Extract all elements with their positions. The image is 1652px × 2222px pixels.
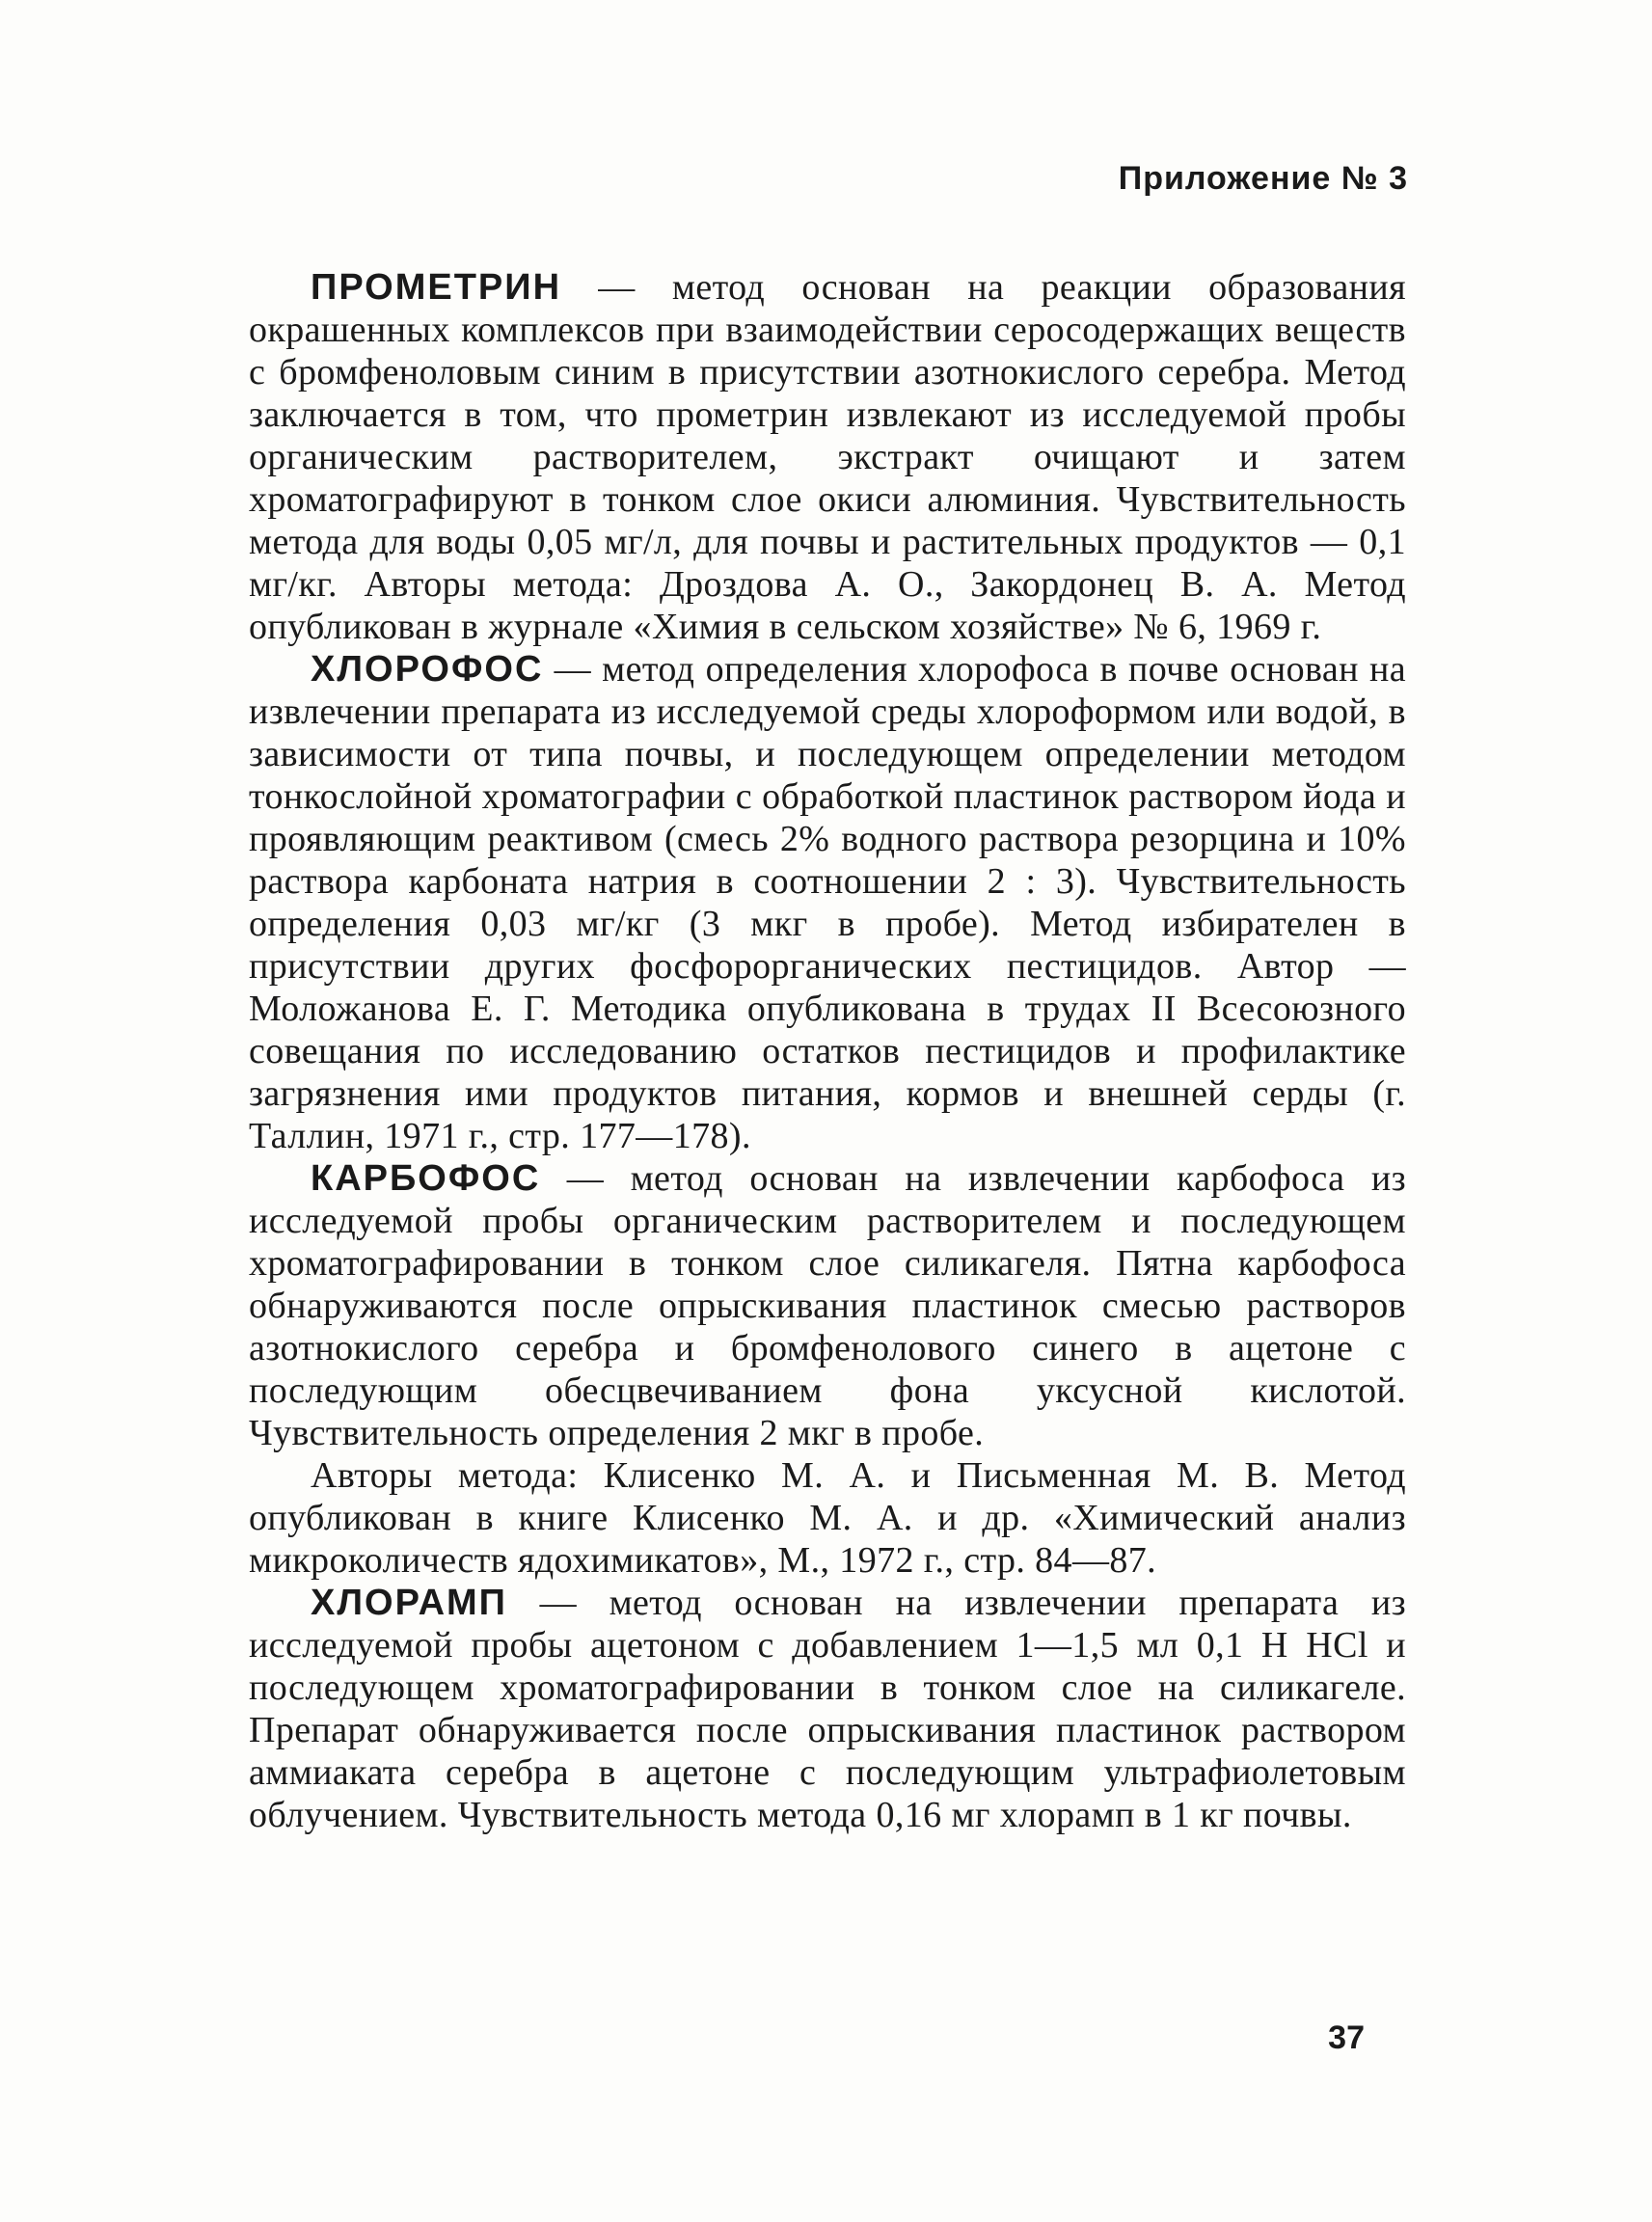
paragraph-text: — метод основан на реакции образования окрашенных комплексов при взаимодействии серосодержащих веществ с бромфеноловым синим в присутствии азотнокислого серебра. Метод заключается в том, что прометрин извлекают из исследуемой пробы органическим растворителем, экстракт очищают и затем хроматографируют в тонком слое окиси алюминия. Чувствительность метода для воды 0,05 мг/л, для почвы и растительных продуктов — 0,1 мг/кг. Авторы метода: Дроздова А. О., Закордонец В. А. Метод опубликован в журнале «Химия в сельском хозяйстве» № 6, 1969 г. (249, 267, 1406, 647)
paragraph-chloramp (249, 1582, 1406, 1836)
paragraph-text: Авторы метода: Клисенко М. А. и Письменная М. В. Метод опубликован в книге Клисенко М. А. и др. «Химический анализ микроколичеств ядохимикатов», М., 1972 г., стр. 84—87. (249, 1455, 1406, 1581)
paragraph-text: — метод основан на извлечении препарата из исследуемой пробы ацетоном с добавлением 1—1,5 мл 0,1 Н НСl и последующем хроматографировании в тонком слое на силикагеле. Препарат обнаруживается после опрыскивания пластинок раствором аммиаката серебра в ацетоне с последующим ультрафиолетовым облучением. Чувствительность метода 0,16 мг хлорамп в 1 кг почвы. (249, 1583, 1406, 1835)
paragraph-karbofos-authors (249, 1454, 1406, 1582)
body-text (249, 266, 1406, 1836)
page-number: 37 (1328, 2019, 1365, 2056)
paragraph-prometryn (249, 266, 1406, 648)
paragraph-text: — метод определения хлорофоса в почве основан на извлечении препарата из исследуемой среды хлороформом или водой, в зависимости от типа почвы, и последующем определении методом тонкослойной хроматографии с обработкой пластинок раствором йода и проявляющим реактивом (смесь 2% водного раствора резорцина и 10% раствора карбоната натрия в соотношении 2 : 3). Чувствительность определения 0,03 мг/кг (3 мкг в пробе). Метод избирателен в присутствии других фосфорорганических пестицидов. Автор — Моложанова Е. Г. Методика опубликована в трудах II Всесоюзного совещания по исследованию остатков пестицидов и профилактике загрязнения ими продуктов питания, кормов и внешней серды (г. Таллин, 1971 г., стр. 177—178). (249, 649, 1406, 1156)
paragraph-chlorophos (249, 648, 1406, 1157)
heading-prometryn: ПРОМЕТРИН (311, 267, 562, 308)
paragraph-text: — метод основан на извлечении карбофоса из исследуемой пробы органическим растворителем и последующем хроматографировании в тонком слое силикагеля. Пятна карбофоса обнаруживаются после опрыскивания пластинок смесью растворов азотнокислого серебра и бромфенолового синего в ацетоне с последующим обесцвечиванием фона уксусной кислотой. Чувствительность определения 2 мкг в пробе. (249, 1158, 1406, 1453)
heading-chlorophos: ХЛОРОФОС (311, 649, 544, 690)
heading-karbofos: КАРБОФОС (311, 1158, 541, 1199)
heading-chloramp: ХЛОРАМП (311, 1583, 507, 1623)
appendix-label: Приложение № 3 (1118, 160, 1408, 197)
paragraph-karbofos (249, 1157, 1406, 1454)
